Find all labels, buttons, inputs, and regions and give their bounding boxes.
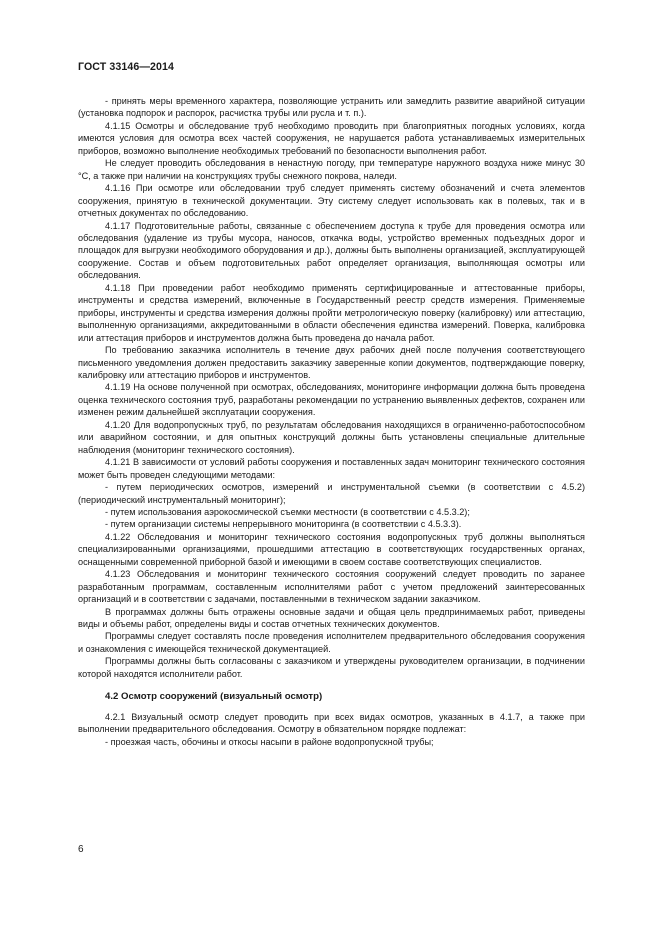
paragraph-4-1-21: 4.1.21 В зависимости от условий работы сооружения и поставленных задач мониторинг технического состояния может быть проведен следующими методами:	[78, 457, 585, 480]
paragraph-program-preparation: Программы следует составлять после проведения исполнителем предварительного обследования сооружения и ознакомления с имеющейся технической документацией.	[78, 631, 585, 654]
paragraph-program-approval: Программы должны быть согласованы с заказчиком и утверждены руководителем организации, в подчинении которой находятся исполнители работ.	[78, 656, 585, 679]
paragraph-temporary-measures: - принять меры временного характера, позволяющие устранить или замедлить развитие аварийной ситуации (установка подпорок и распорок, расчистка трубы или русла и т. п.).	[78, 96, 585, 119]
document-body	[78, 95, 585, 748]
standard-header: ГОСТ 33146—2014	[78, 61, 175, 73]
paragraph-4-1-23: 4.1.23 Обследования и мониторинг технического состояния сооружений следует проводить по заранее разработанным программам, составленным исполнителями работ с учетом предложений заинтересованных организаций и в соответствии с задачами, поставленными в техническом задании заказчиком.	[78, 569, 585, 605]
paragraph-weather-restriction: Не следует проводить обследования в ненастную погоду, при температуре наружного воздуха ниже минус 30 °С, а также при наличии на конструкциях трубы снежного покрова, наледи.	[78, 158, 585, 181]
section-title-4-2: 4.2 Осмотр сооружений (визуальный осмотр)	[105, 691, 323, 703]
paragraph-4-1-19: 4.1.19 На основе полученной при осмотрах, обследованиях, мониторинге информации должна быть проведена оценка технического состояния труб, разработаны рекомендации по устранению выявленных дефектов, сохранен или изменен режим дальнейшей эксплуатации сооружения.	[78, 382, 585, 418]
paragraph-customer-request: По требованию заказчика исполнитель в течение двух рабочих дней после получения соответствующего письменного уведомления должен предоставить заказчику заверенные копии документов, подтверждающие поверку, калибровку или аттестацию приборов и инструментов.	[78, 345, 585, 380]
paragraph-4-1-20: 4.1.20 Для водопропускных труб, по результатам обследования находящихся в ограниченно-работоспособном или аварийном состоянии, и для опытных конструкций должны быть установлены специальные длительные наблюдения (мониторинг технического состояния).	[78, 419, 585, 455]
list-item-aerospace-survey: - путем использования аэрокосмической съемки местности (в соответствии с 4.5.3.2);	[105, 506, 470, 517]
page-number: 6	[78, 844, 84, 855]
paragraph-4-1-15: 4.1.15 Осмотры и обследование труб необходимо проводить при благоприятных погодных условиях, когда имеются условия для осмотра всех частей сооружения, не нарушается работа устанавливаемых измерительных приборов, возможно выполнение необходимых требований по безопасности выполнения работ.	[78, 120, 585, 156]
paragraph-4-1-16: 4.1.16 При осмотре или обследовании труб следует применять систему обозначений и счета элементов сооружения, принятую в технической документации. Эту систему следует использовать как в полевых, так и в отчетных документах по обследованию.	[78, 183, 585, 219]
paragraph-4-1-17: 4.1.17 Подготовительные работы, связанные с обеспечением доступа к трубе для проведения осмотра или обследования (удаление из трубы мусора, наносов, откачка воды, устройство временных подъездных дорог и площадок для выгрузки необходимого оборудования и др.), должны быть выполнены организацией, эксплуатирующей сооружение. Состав и объем подготовительных работ определяет организация, выполняющая осмотры или обследования.	[78, 220, 585, 281]
paragraph-4-1-18: 4.1.18 При проведении работ необходимо применять сертифицированные и аттестованные приборы, инструменты и средства измерений, включенные в Государственный реестр средств измерения. Применяемые приборы, инструменты и средства измерения должны пройти метрологическую поверку (калибровку) или аттестацию, выполненную организациями, аккредитованными в области обеспечения единства измерений. Поверка, калибровка или аттестация приборов и инструментов должна быть проведена до начала работ.	[78, 282, 585, 343]
section-spacer	[78, 680, 585, 687]
list-item-continuous-monitoring: - путем организации системы непрерывного мониторинга (в соответствии с 4.5.3.3).	[105, 519, 462, 530]
paragraph-program-contents: В программах должны быть отражены основные задачи и общая цель предпринимаемых работ, приведены виды и объемы работ, определены виды и состав отчетных технических документов.	[78, 606, 585, 630]
paragraph-4-2-1: 4.2.1 Визуальный осмотр следует проводить при всех видах осмотров, указанных в 4.1.7, а также при выполнении предварительного обследования. Осмотру в обязательном порядке подлежат:	[78, 711, 585, 735]
paragraph-4-1-22: 4.1.22 Обследования и мониторинг технического состояния водопропускных труб должны выполняться специализированными организациями, прошедшими аттестацию в соответствующих государственных органах, оснащенными современной приборной базой и имеющими в своем составе соответствующих специалистов.	[78, 531, 585, 567]
list-item-roadway: - проезжая часть, обочины и откосы насыпи в районе водопропускной трубы;	[105, 736, 434, 747]
list-item-periodic-inspection: - путем периодических осмотров, измерений и инструментальной съемки (в соответствии с 4.5.2) (периодический инструментальный мониторинг);	[78, 482, 585, 505]
